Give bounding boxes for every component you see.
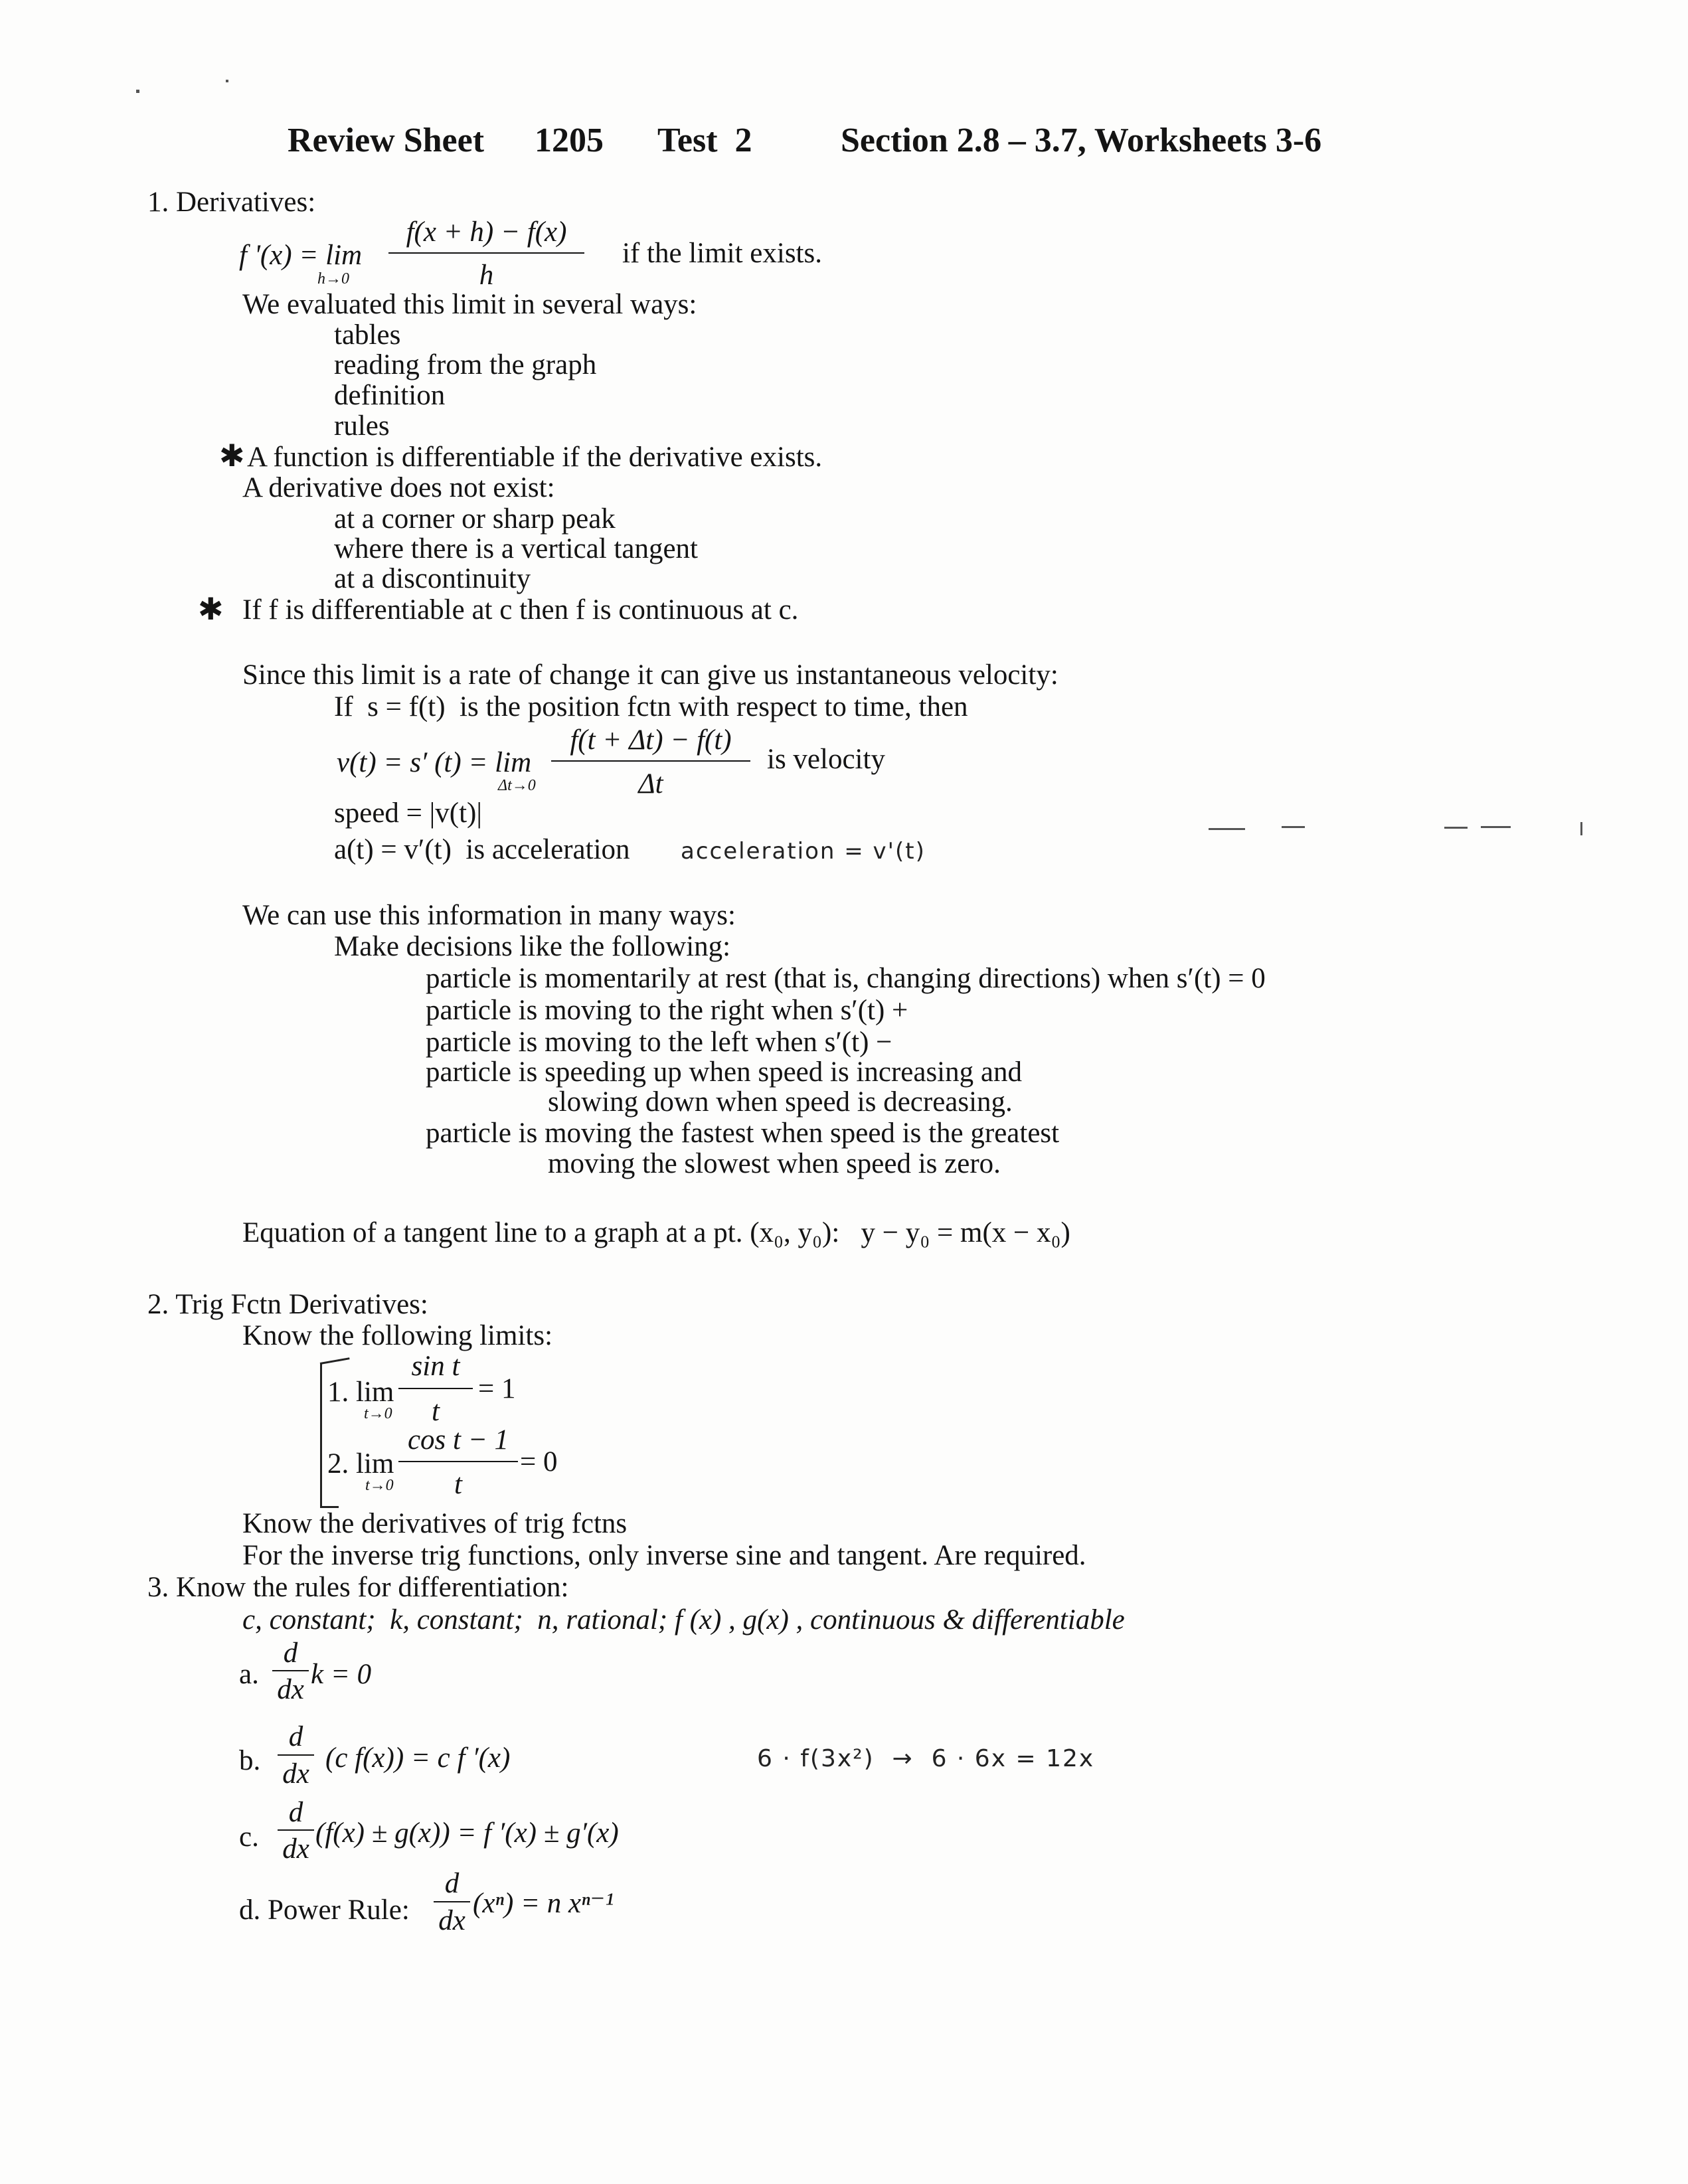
particle-slowing: slowing down when speed is decreasing. (548, 1086, 1013, 1118)
definition-denominator: h (479, 260, 494, 291)
velocity-numerator: f(t + Δt) − f(t) (570, 724, 732, 756)
constants-definition: c, constant; k, constant; n, rational; f (x) , g(x) , continuous & differentiable (242, 1604, 1125, 1636)
limit-2-rhs: = 0 (520, 1446, 558, 1477)
limit-1-lhs: 1. lim (327, 1377, 394, 1408)
rule-a-rhs: k = 0 (311, 1659, 372, 1690)
header-section: Section 2.8 – 3.7, Worksheets 3-6 (841, 122, 1322, 159)
limit-2-fraction-bar (398, 1461, 518, 1462)
header-test: Test 2 (657, 122, 752, 159)
limit-1-numerator: sin t (411, 1351, 460, 1382)
scan-speck (1282, 826, 1305, 828)
particle-fastest: particle is moving the fastest when speed is the greatest (426, 1118, 1060, 1149)
limit-1-subscript: t→0 (364, 1405, 392, 1422)
velocity-label: is velocity (767, 744, 885, 775)
speed-formula: speed = |v(t)| (334, 798, 482, 829)
particle-right: particle is moving to the right when s′(t) + (426, 995, 908, 1026)
limit-2-lhs: 2. lim (327, 1448, 394, 1479)
particle-speeding: particle is speeding up when speed is increasing and (426, 1056, 1022, 1088)
rule-b-fraction-bar (278, 1754, 314, 1756)
rule-d-dx: dx (438, 1905, 465, 1936)
not-exist-corner: at a corner or sharp peak (334, 503, 616, 535)
definition-fraction-bar (388, 252, 584, 254)
use-intro: We can use this information in many ways: (242, 900, 736, 931)
rule-c-dx: dx (282, 1833, 309, 1865)
position-function: If s = f(t) is the position fctn with respect to time, then (334, 691, 968, 722)
rate-of-change: Since this limit is a rate of change it can give us instantaneous velocity: (242, 659, 1058, 691)
header-course: 1205 (535, 122, 604, 159)
rule-c-d: d (288, 1797, 303, 1828)
definition-limit-subscript: h→0 (317, 270, 349, 288)
velocity-lhs: v(t) = s′ (t) = lim (337, 747, 532, 778)
eval-way-rules: rules (334, 410, 390, 442)
rule-c-fraction-bar (278, 1829, 314, 1831)
rule-a-fraction-bar (272, 1670, 309, 1671)
scan-speck (136, 90, 139, 93)
not-exist-discontinuity: at a discontinuity (334, 563, 531, 594)
section-3-heading: 3. Know the rules for differentiation: (147, 1572, 569, 1603)
limit-1-denominator: t (432, 1396, 440, 1427)
handwritten-acceleration-note: acceleration = v'(t) (681, 838, 926, 865)
particle-slowest: moving the slowest when speed is zero. (548, 1148, 1001, 1179)
eval-way-graph: reading from the graph (334, 349, 597, 380)
inverse-trig-note: For the inverse trig functions, only inverse sine and tangent. Are required. (242, 1540, 1086, 1571)
particle-rest: particle is momentarily at rest (that is, changing directions) when s′(t) = 0 (426, 963, 1266, 994)
decisions-intro: Make decisions like the following: (334, 931, 731, 962)
rule-b-d: d (288, 1721, 303, 1752)
continuity-note: If f is differentiable at c then f is continuous at c. (242, 594, 799, 626)
rule-d-label: d. Power Rule: (239, 1894, 410, 1926)
limit-1-fraction-bar (398, 1388, 473, 1389)
section-1-heading: 1. Derivatives: (147, 187, 316, 218)
evaluate-intro: We evaluated this limit in several ways: (242, 289, 697, 320)
rule-a-d: d (283, 1638, 298, 1669)
handwritten-bracket (320, 1363, 322, 1507)
not-exist-vertical: where there is a vertical tangent (334, 533, 698, 564)
definition-lhs: f '(x) = lim (239, 240, 363, 271)
definition-condition: if the limit exists. (622, 238, 822, 269)
rule-d-rhs: (xⁿ) = n xⁿ⁻¹ (473, 1888, 614, 1919)
eval-way-tables: tables (334, 319, 401, 351)
limit-2-denominator: t (454, 1469, 462, 1500)
asterisk-icon: ✱ (198, 592, 224, 626)
handwritten-example: 6 · f(3x²) → 6 · 6x = 12x (757, 1745, 1095, 1772)
scan-speck (226, 80, 228, 82)
rule-b-rhs: (c f(x)) = c f ′(x) (325, 1742, 511, 1774)
section-2-heading: 2. Trig Fctn Derivatives: (147, 1289, 428, 1320)
know-derivatives: Know the derivatives of trig fctns (242, 1508, 628, 1539)
handwritten-bracket-top (320, 1357, 350, 1365)
scan-speck (1580, 822, 1582, 835)
not-exist-intro: A derivative does not exist: (242, 472, 555, 503)
rule-c-rhs: (f(x) ± g(x)) = f ′(x) ± g′(x) (315, 1817, 619, 1849)
limit-2-subscript: t→0 (365, 1477, 394, 1494)
eval-way-definition: definition (334, 380, 446, 411)
limits-intro: Know the following limits: (242, 1320, 553, 1351)
rule-c-label: c. (239, 1821, 259, 1853)
scan-speck (1209, 828, 1245, 830)
definition-numerator: f(x + h) − f(x) (406, 216, 567, 248)
velocity-denominator: Δt (638, 768, 663, 799)
acceleration-formula: a(t) = v′(t) is acceleration (334, 834, 630, 865)
scan-speck (1444, 827, 1468, 829)
particle-left: particle is moving to the left when s′(t) − (426, 1027, 892, 1058)
limit-2-numerator: cos t − 1 (407, 1424, 509, 1456)
velocity-limit-subscript: Δt→0 (498, 777, 536, 794)
limit-1-rhs: = 1 (478, 1373, 516, 1404)
asterisk-icon: ✱ (219, 439, 245, 473)
rule-b-label: b. (239, 1745, 261, 1776)
rule-a-dx: dx (277, 1674, 304, 1705)
rule-b-dx: dx (282, 1758, 309, 1790)
rule-d-fraction-bar (434, 1901, 470, 1902)
header-review-sheet: Review Sheet (288, 122, 485, 159)
tangent-line-equation: Equation of a tangent line to a graph at a pt. (x₀, y₀): y − y₀ = m(x − x₀) (242, 1217, 1070, 1248)
scan-speck (1481, 826, 1511, 828)
differentiable-note: A function is differentiable if the derivative exists. (247, 442, 823, 473)
rule-d-d: d (444, 1868, 460, 1899)
rule-a-label: a. (239, 1659, 259, 1690)
velocity-fraction-bar (551, 760, 750, 762)
